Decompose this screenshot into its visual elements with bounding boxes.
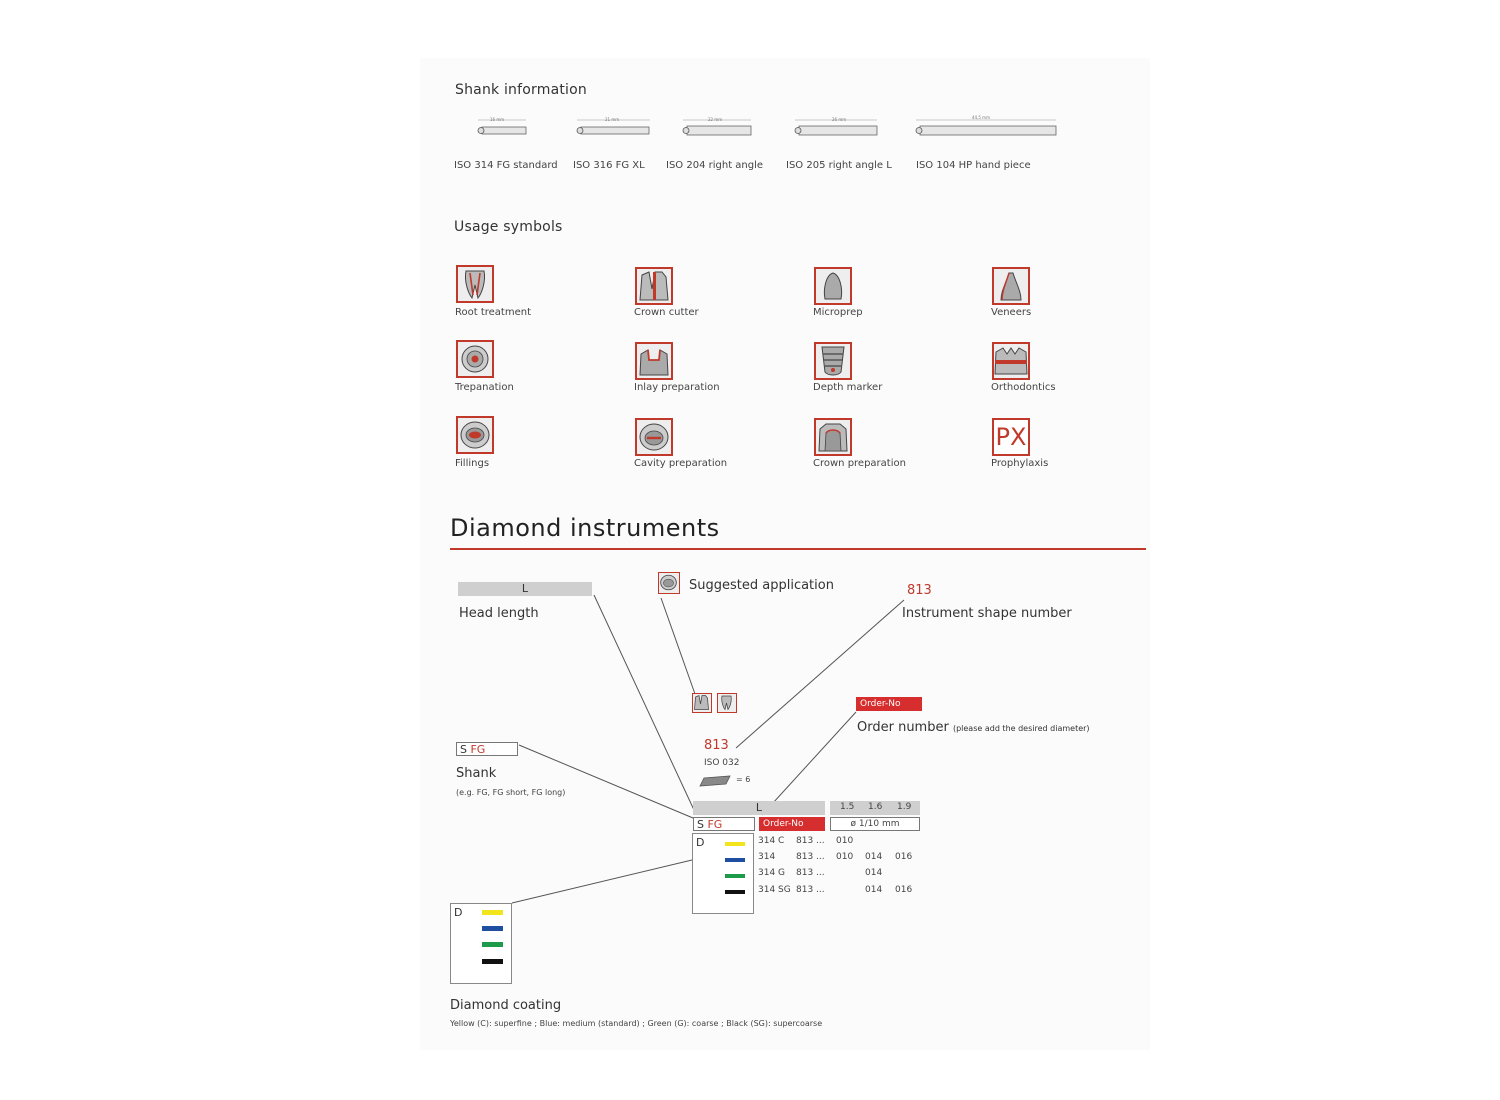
table-shank-box (693, 817, 755, 831)
usage-label-fillings: Fillings (455, 458, 490, 469)
head-length-label: Head length (459, 606, 539, 621)
table-diameter: ø 1/10 mm (830, 817, 920, 831)
usage-label-crown-preparation: Crown preparation (813, 458, 906, 469)
order-number-note: (please add the desired diameter) (952, 724, 1090, 733)
shank-box-s: S (460, 743, 467, 756)
usage-label-cavity-preparation: Cavity preparation (634, 458, 728, 469)
row-v3: 016 (895, 885, 913, 895)
legend-swatch-black (482, 959, 503, 964)
row-code: 314 C (758, 836, 785, 846)
application-small-icon (658, 572, 680, 594)
legend-swatch-blue (482, 926, 503, 931)
center-iso: ISO 032 (704, 758, 740, 768)
usage-label-trepanation: Trepanation (455, 382, 514, 393)
usage-label-orthodontics: Orthodontics (991, 382, 1056, 393)
shank-note: (e.g. FG, FG short, FG long) (456, 788, 566, 797)
row-code: 314 G (758, 868, 786, 878)
shank-label: Shank (456, 766, 497, 781)
size-1: 1.5 (840, 802, 855, 812)
table-fg: FG (707, 818, 723, 831)
center-root-treatment-icon (717, 693, 737, 713)
shank-104-dim: 44,5 mm (972, 115, 990, 120)
row-shape: 813 ... (796, 885, 825, 895)
coating-swatch-yellow (725, 842, 745, 846)
coating-swatch-black (725, 890, 745, 894)
table-coating-box (692, 833, 754, 914)
shank-314-dim: 16 mm (490, 117, 505, 122)
row-shape: 813 ... (796, 836, 825, 846)
shank-label-314: ISO 314 FG standard (454, 160, 558, 171)
size-2: 1.6 (868, 802, 883, 812)
table-l-bar: L (693, 801, 825, 815)
usage-label-inlay-preparation: Inlay preparation (634, 382, 720, 393)
row-v2: 014 (865, 868, 883, 878)
center-shape-number: 813 (704, 738, 729, 753)
usage-label-microprep: Microprep (813, 307, 863, 318)
shank-heading: Shank information (455, 82, 587, 98)
order-no-tag: Order-No (856, 697, 922, 711)
bur-head-icon (698, 773, 734, 789)
coating-note: Yellow (C): superfine ; Blue: medium (standard) ; Green (G): coarse ; Black (SG): supercoarse (450, 1019, 823, 1028)
suggested-application-label: Suggested application (689, 578, 834, 593)
prophylaxis-icon-text: PX (995, 423, 1027, 451)
usage-label-depth-marker: Depth marker (813, 382, 883, 393)
coating-swatch-green (725, 874, 745, 878)
order-number-label: Order number (857, 720, 949, 735)
usage-label-crown-cutter: Crown cutter (634, 307, 699, 318)
row-shape: 813 ... (796, 868, 825, 878)
shank-label-205: ISO 205 right angle L (786, 160, 892, 171)
legend-swatch-green (482, 942, 503, 947)
coating-legend-box (450, 903, 512, 984)
table-sizes-bar (830, 801, 920, 815)
size-3: 1.9 (897, 802, 912, 812)
coating-box-d: D (454, 906, 463, 919)
row-v1: 010 (836, 836, 854, 846)
shape-number-label: Instrument shape number (902, 606, 1072, 621)
usage-label-root-treatment: Root treatment (455, 307, 532, 318)
table-d: D (696, 836, 705, 849)
row-code: 314 SG (758, 885, 791, 895)
legend-swatch-yellow (482, 910, 503, 915)
row-v2: 014 (865, 885, 883, 895)
shank-205-dim: 26 mm (832, 117, 847, 122)
row-code: 314 (758, 852, 776, 862)
row-v1: 010 (836, 852, 854, 862)
section-title: Diamond instruments (450, 514, 720, 542)
shank-316-dim: 21 mm (605, 117, 620, 122)
usage-label-prophylaxis: Prophylaxis (991, 458, 1049, 469)
center-length: = 6 (736, 775, 751, 784)
row-v3: 016 (895, 852, 913, 862)
row-v2: 014 (865, 852, 883, 862)
usage-label-veneers: Veneers (991, 307, 1032, 318)
center-crown-cutter-icon (692, 693, 712, 713)
head-length-bar: L (458, 582, 592, 596)
table-s: S (697, 818, 704, 831)
shank-box (456, 742, 518, 756)
shank-204-dim: 22 mm (708, 117, 723, 122)
usage-heading: Usage symbols (454, 219, 563, 235)
shank-label-204: ISO 204 right angle (666, 160, 764, 171)
shape-number-red: 813 (907, 583, 932, 598)
shank-box-fg: FG (470, 743, 486, 756)
shank-label-104: ISO 104 HP hand piece (916, 160, 1031, 171)
coating-swatch-blue (725, 858, 745, 862)
row-shape: 813 ... (796, 852, 825, 862)
coating-label: Diamond coating (450, 998, 562, 1013)
table-order-no: Order-No (759, 817, 825, 831)
shank-label-316: ISO 316 FG XL (573, 160, 645, 171)
